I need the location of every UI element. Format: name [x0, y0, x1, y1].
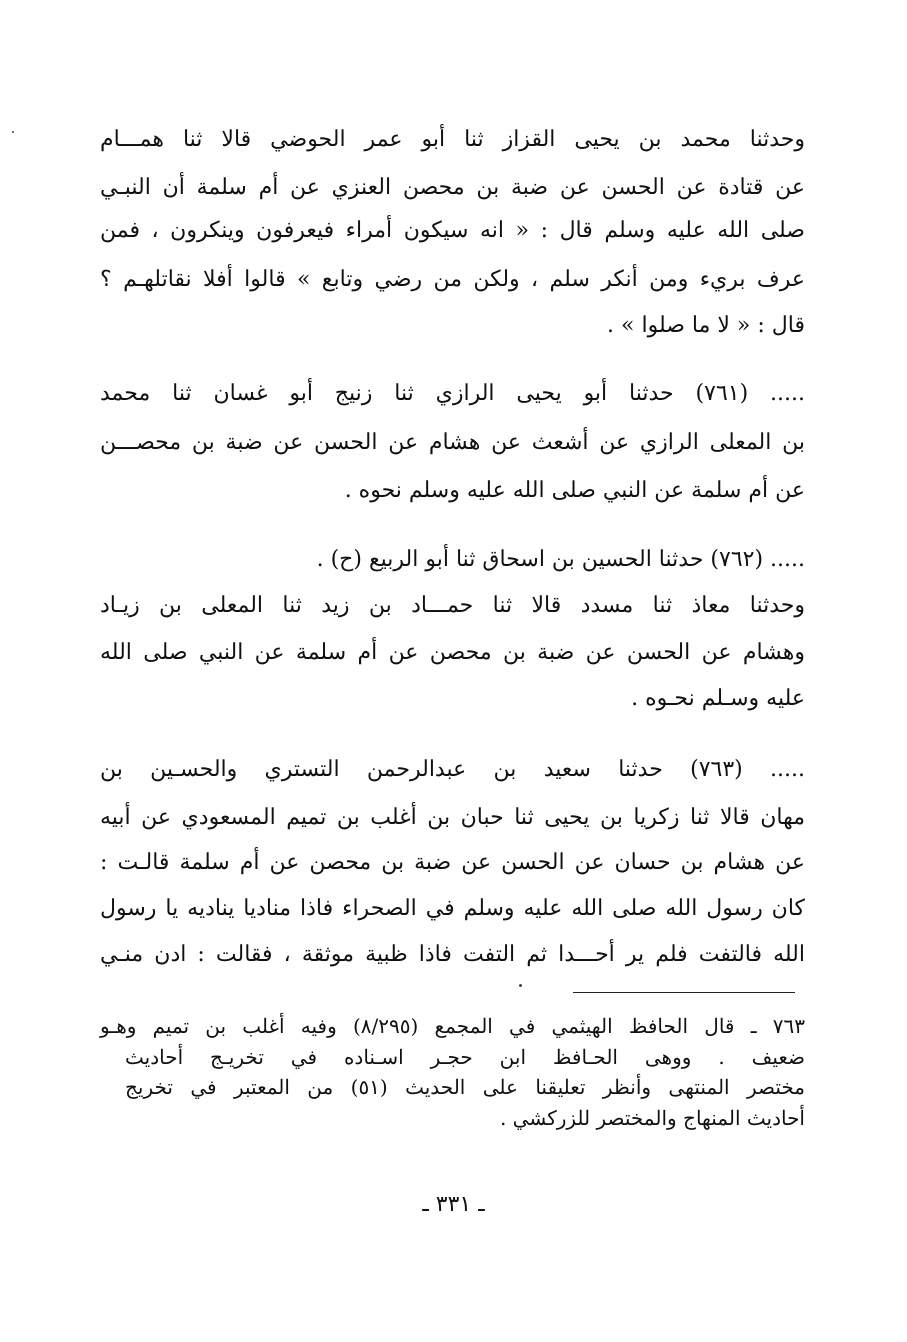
scan-speck — [519, 984, 522, 987]
footnote-line: أحاديث المنهاج والمختصر للزركشي . — [499, 1106, 805, 1130]
hadith-line: الله فالتفت فلم ير أحـــدا ثم التفت فاذا ظبية موثقة ، فقالت : ادن منـي — [100, 942, 805, 967]
hadith-line: عن قتادة عن الحسن عن ضبة بن محصن العنزي عن أم سلمة أن النبـي — [100, 175, 805, 200]
hadith-line: ..... (٧٦١) حدثنا أبو يحيى الرازي ثنا زنيج أبو غسان ثنا محمد — [100, 381, 806, 406]
hadith-line: عن هشام بن حسان عن الحسن عن ضبة بن محصن عن أم سلمة قالـت : — [100, 850, 805, 875]
hadith-line: عرف بريء ومن أنكر سلم ، ولكن من رضي وتابع » قالوا أفلا نقاتلهـم ؟ — [100, 267, 805, 292]
page-number: ـ ٣٣١ ـ — [422, 1192, 485, 1217]
hadith-line: قال : « لا ما صلوا » . — [607, 313, 805, 338]
hadith-line: وهشام عن الحسن عن ضبة بن محصن عن أم سلمة عن النبي صلى الله — [100, 640, 805, 665]
scan-speck — [12, 131, 14, 133]
hadith-line: بن المعلى الرازي عن أشعث عن هشام عن الحسن عن ضبة بن محصـــن — [100, 430, 805, 455]
hadith-line: ..... (٧٦٢) حدثنا الحسين بن اسحاق ثنا أبو الربيع (ح) . — [316, 547, 805, 572]
footnote-line: مختصر المنتهى وأنظر تعليقنا على الحديث (٥١) من المعتبر في تخريج — [125, 1075, 806, 1099]
hadith-line: مهان قالا ثنا زكريا بن يحيى ثنا حبان بن أغلب بن تميم المسعودي عن أبيه — [100, 805, 805, 830]
hadith-line: ..... (٧٦٣) حدثنا سعيد بن عبدالرحمن التستري والحسـين بن — [100, 757, 805, 782]
hadith-line: كان رسول الله صلى الله عليه وسلم في الصحراء فاذا مناديا يناديه يا رسول — [100, 896, 805, 921]
footnote-separator — [573, 992, 795, 993]
footnote-line: ضعيف . ووهى الحـافظ ابن حجـر اسـناده في تخريـج أحاديث — [125, 1045, 805, 1069]
footnote-line: ٧٦٣ ـ قال الحافظ الهيثمي في المجمع (٨/٢٩٥) وفيه أغلب بن تميم وهـو — [100, 1014, 805, 1038]
hadith-line: وحدثنا محمد بن يحيى القزاز ثنا أبو عمر الحوضي قالا ثنا همـــام — [100, 127, 805, 152]
hadith-line: عن أم سلمة عن النبي صلى الله عليه وسلم نحوه . — [344, 478, 805, 503]
hadith-line: وحدثنا معاذ ثنا مسدد قالا ثنا حمـــاد بن زيد ثنا المعلى بن زيـاد — [100, 593, 805, 618]
hadith-line: صلى الله عليه وسلم قال : « انه سيكون أمراء فيعرفون وينكرون ، فمن — [100, 218, 805, 243]
hadith-line: عليه وسـلم نحـوه . — [631, 686, 805, 711]
